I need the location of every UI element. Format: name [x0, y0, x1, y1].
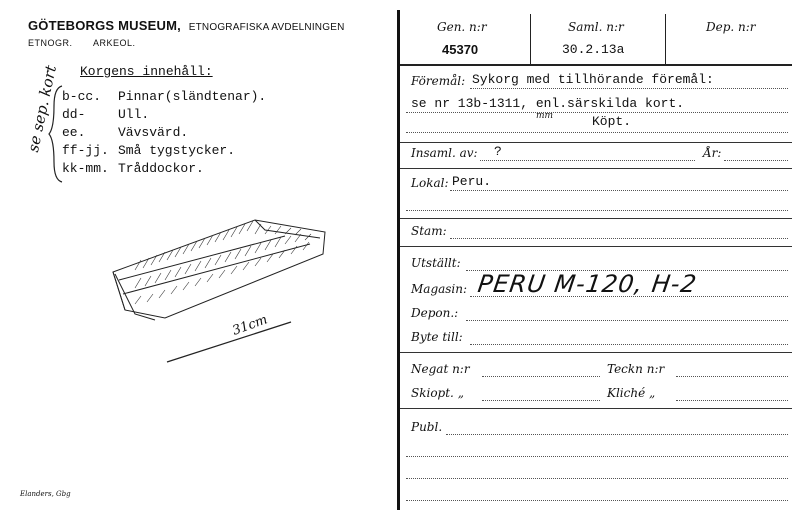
foremal-line1: Sykorg med tillhörande föremål: — [472, 72, 714, 87]
skiopt-label: Skiopt. „ — [411, 386, 464, 400]
negat-label: Negat n:r — [411, 362, 470, 376]
stam-label: Stam: — [411, 224, 447, 238]
foremal-rule — [406, 112, 788, 113]
insaml-rule — [480, 160, 695, 161]
list-item — [62, 88, 266, 106]
section-rule — [400, 168, 792, 169]
magasin-value: PERU M-120, H-2 — [476, 270, 699, 298]
kliche-label: Kliché „ — [607, 386, 656, 400]
item-code: dd- — [62, 107, 86, 122]
contents-title: Korgens innehåll: — [80, 64, 213, 79]
item-code: ee. — [62, 125, 86, 140]
list-item — [62, 160, 266, 178]
lokal-value: Peru. — [452, 174, 492, 189]
byte-rule — [470, 344, 788, 345]
item-code: ff-jj. — [62, 143, 109, 158]
byte-label: Byte till: — [411, 330, 463, 344]
saml-nr-label: Saml. n:r — [568, 20, 624, 34]
lokal-rule — [450, 190, 788, 191]
publ-rule — [406, 456, 788, 457]
section-rule — [400, 408, 792, 409]
foremal-mm-note: mm — [536, 111, 554, 121]
kliche-rule — [676, 400, 788, 401]
section-rule — [400, 142, 792, 143]
publ-rule — [406, 500, 788, 501]
printer-mark: Elanders, Gbg — [20, 490, 71, 498]
depon-rule — [466, 320, 788, 321]
saml-nr-value: 30.2.13a — [562, 42, 625, 57]
magasin-label: Magasin: — [411, 282, 468, 296]
card-divider — [397, 10, 400, 510]
gen-nr-label: Gen. n:r — [437, 20, 487, 34]
header-bottom-rule — [400, 64, 792, 66]
foremal-rule — [406, 132, 788, 133]
foremal-rule — [470, 88, 788, 89]
section-rule — [400, 352, 792, 353]
header-divider — [530, 14, 531, 64]
measurement-label: 31cm — [230, 312, 270, 339]
foremal-label: Föremål: — [411, 74, 466, 88]
list-item — [62, 106, 266, 124]
ar-label: År: — [703, 146, 722, 160]
foremal-line2: se nr 13b-1311, enl.särskilda kort. — [411, 96, 685, 111]
contents-list — [62, 88, 266, 178]
museum-header — [28, 18, 345, 33]
section-rule — [400, 218, 792, 219]
department-line — [28, 38, 154, 48]
publ-label: Publ. — [411, 420, 443, 434]
dept-arkeol: ARKEOL. — [93, 38, 136, 48]
list-item — [62, 142, 266, 160]
header-divider — [665, 14, 666, 64]
museum-division: ETNOGRAFISKA AVDELNINGEN — [188, 22, 345, 33]
section-rule — [400, 246, 792, 247]
gen-nr-value: 45370 — [442, 42, 479, 57]
item-desc: Vävsvärd. — [118, 125, 189, 140]
publ-rule — [406, 478, 788, 479]
stam-rule — [450, 238, 788, 239]
item-code: kk-mm. — [62, 161, 109, 176]
teckn-rule — [676, 376, 788, 377]
teckn-label: Teckn n:r — [607, 362, 665, 376]
margin-note: se sep. kort — [24, 63, 60, 154]
item-desc: Ull. — [118, 107, 150, 122]
insaml-value: ? — [494, 144, 502, 159]
publ-rule — [446, 434, 788, 435]
negat-rule — [482, 376, 600, 377]
depon-label: Depon.: — [411, 306, 459, 320]
lokal-label: Lokal: — [411, 176, 449, 190]
magasin-rule — [470, 296, 788, 297]
foremal-line3: Köpt. — [592, 114, 632, 129]
item-code: b-cc. — [62, 89, 102, 104]
item-desc: Tråddockor. — [118, 161, 204, 176]
museum-name: GÖTEBORGS MUSEUM, — [28, 18, 181, 33]
lokal-rule — [406, 210, 788, 211]
skiopt-rule — [482, 400, 600, 401]
insaml-label: Insaml. av: — [411, 146, 478, 160]
item-desc: Små tygstycker. — [118, 143, 236, 158]
list-item — [62, 124, 266, 142]
item-desc: Pinnar(sländtenar). — [118, 89, 267, 104]
dep-nr-label: Dep. n:r — [706, 20, 756, 34]
ar-rule — [724, 160, 788, 161]
dept-etnogr: ETNOGR. — [28, 38, 73, 48]
utstallt-label: Utställt: — [411, 256, 461, 270]
